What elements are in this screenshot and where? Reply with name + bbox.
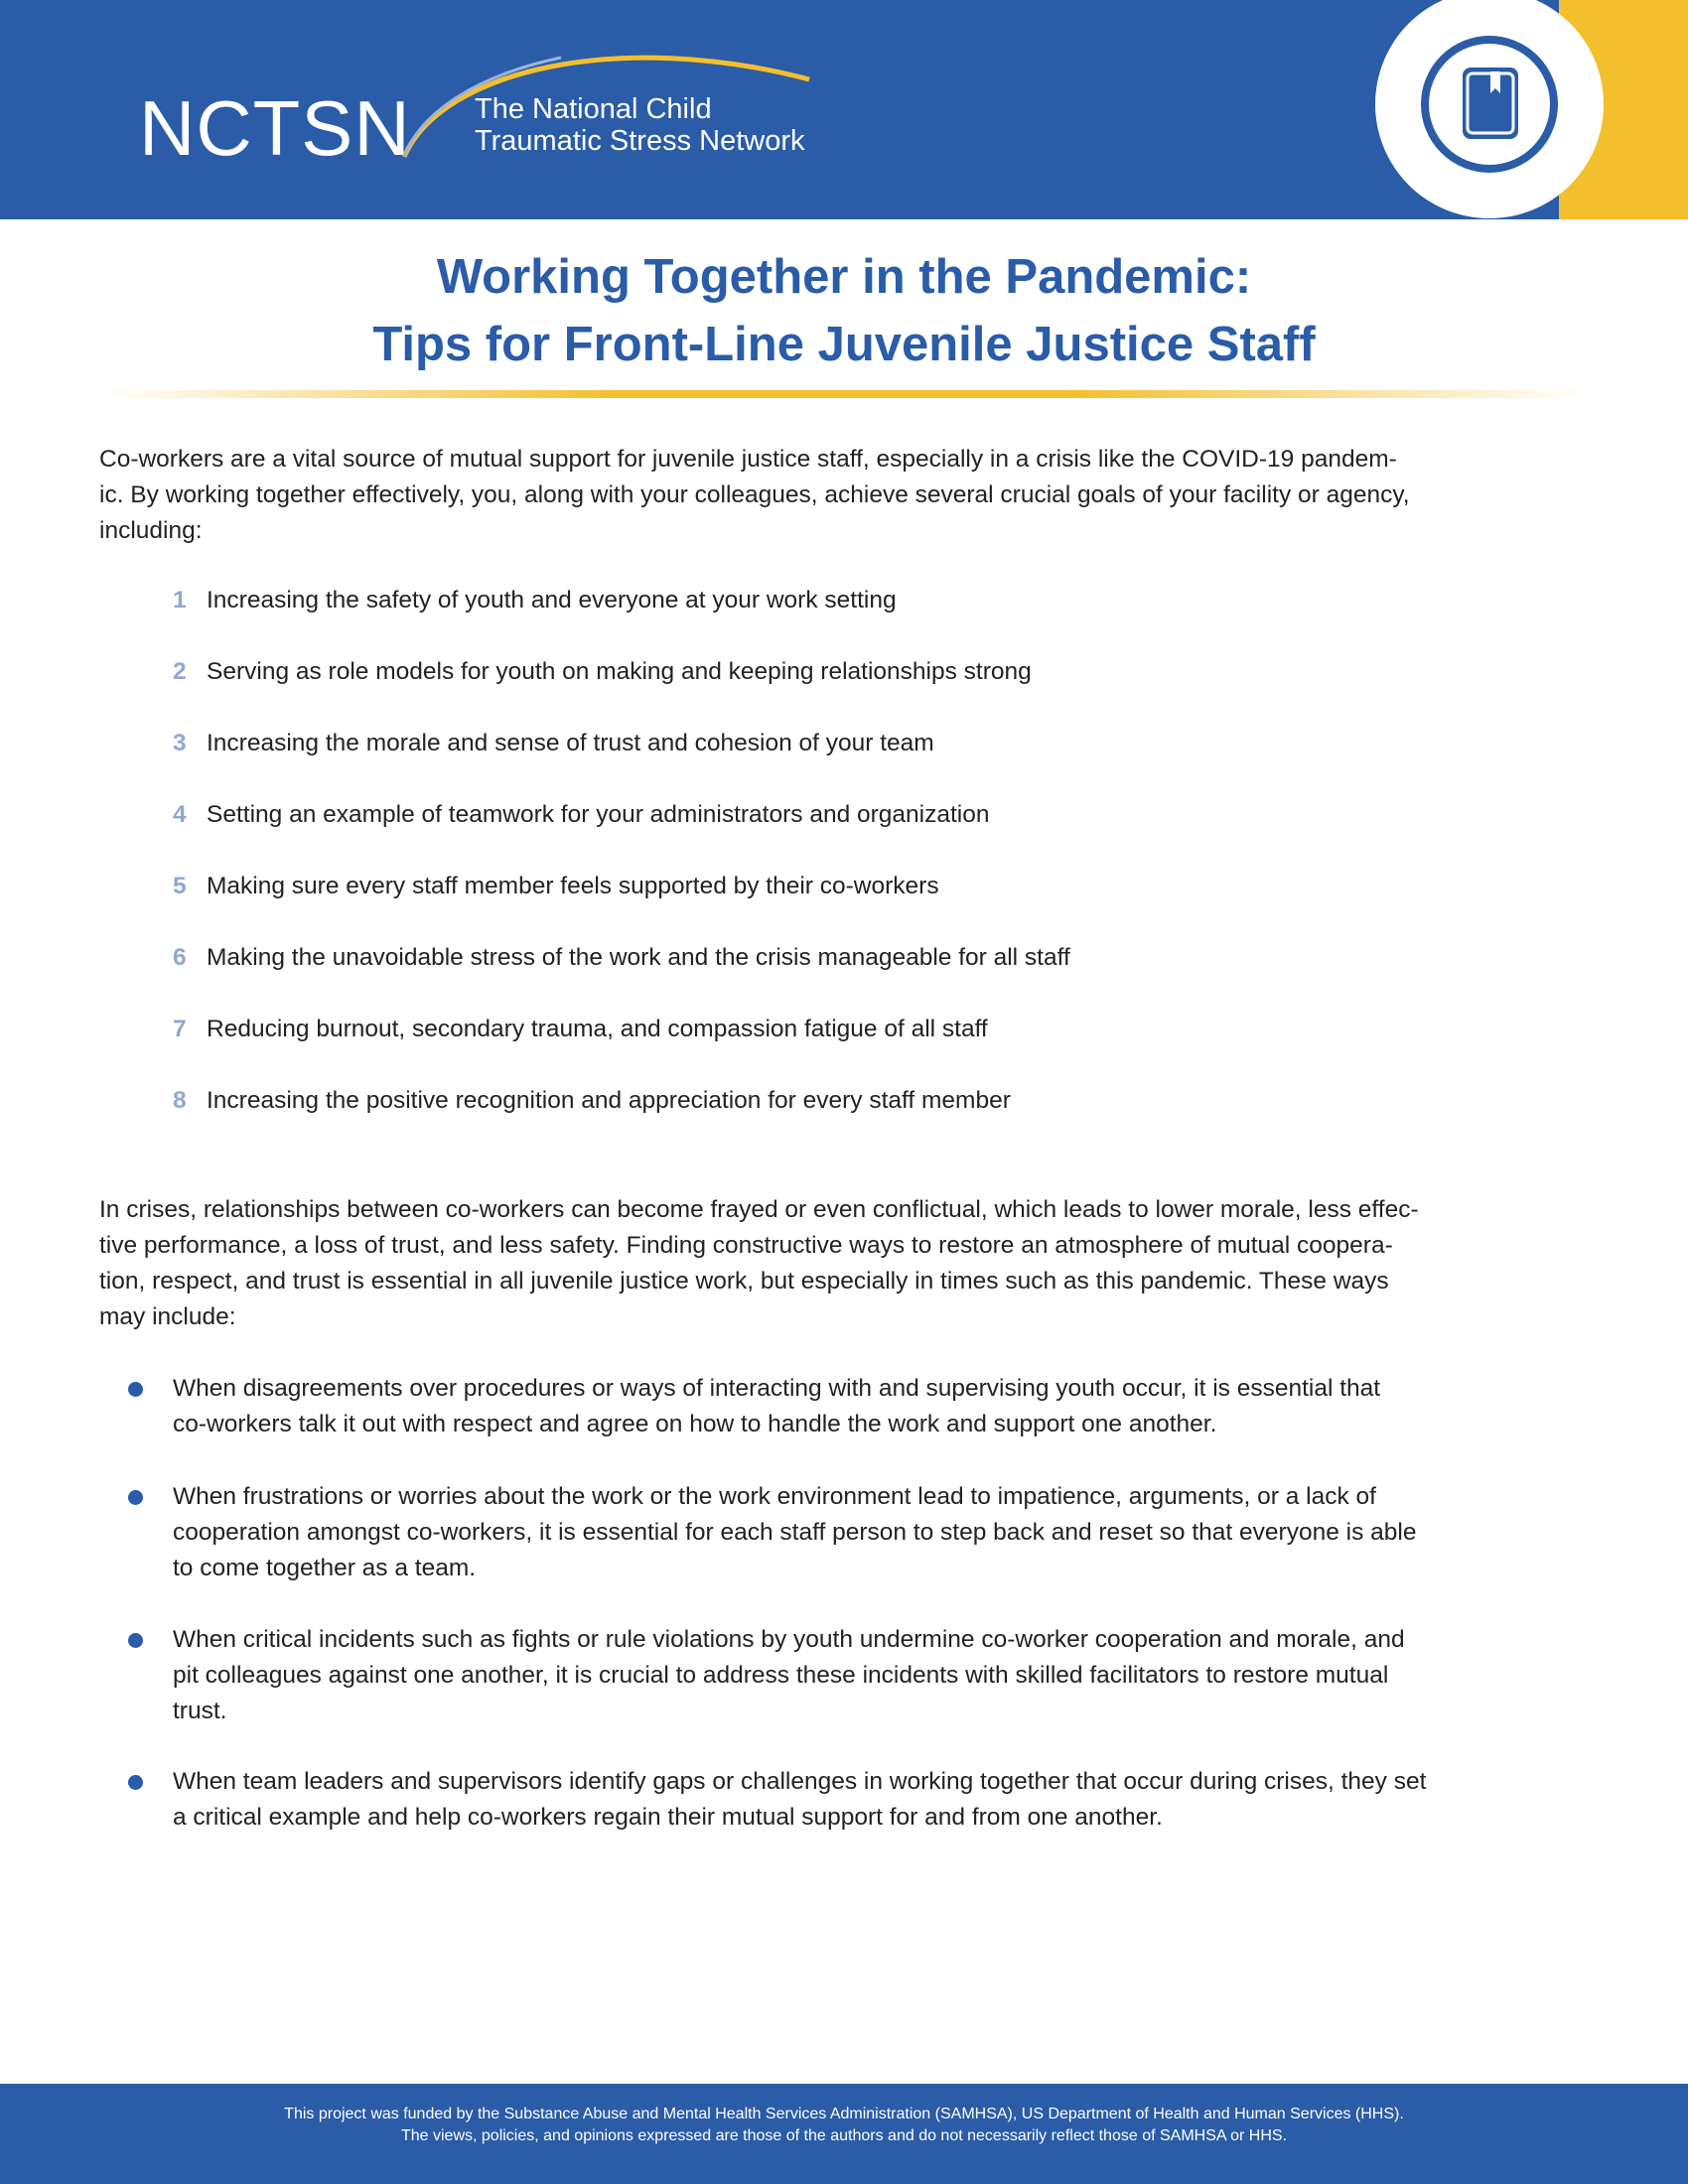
- item-text: Making sure every staff member feels supported by their co-workers: [207, 873, 939, 899]
- item-text: Serving as role models for youth on making and keeping relationships strong: [207, 658, 1032, 685]
- bullet-line: When disagreements over procedures or ways of interacting with and supervising youth occur, it is essential that: [173, 1375, 1381, 1402]
- bullet-dot-icon: [128, 1633, 143, 1648]
- bullet-dot-icon: [128, 1490, 143, 1505]
- list-item: [0, 654, 1589, 690]
- intro-paragraph: [99, 442, 1589, 549]
- bullet-line: a critical example and help co-workers regain their mutual support for and from one another.: [173, 1804, 1163, 1831]
- intro-line: Co-workers are a vital source of mutual support for juvenile justice staff, especially in a crisis like the COVID-19 pandem-: [99, 446, 1397, 473]
- list-item: [0, 869, 1589, 904]
- item-text: Increasing the positive recognition and appreciation for every staff member: [207, 1087, 1011, 1114]
- list-item: [0, 940, 1589, 976]
- title-line1: Working Together in the Pandemic:: [436, 250, 1252, 304]
- title-divider: [99, 390, 1589, 398]
- item-text: Increasing the morale and sense of trust and cohesion of your team: [207, 730, 934, 756]
- bullet-dot-icon: [128, 1382, 143, 1397]
- footer-line: This project was funded by the Substance Abuse and Mental Health Services Administration (SAMHSA), US Department of Health and Human Services (HHS).: [284, 2106, 1404, 2122]
- org-name: [475, 93, 805, 157]
- bullet-line: trust.: [173, 1698, 227, 1724]
- bullet-text: [173, 1622, 1593, 1729]
- bullet-dot-icon: [128, 1775, 143, 1790]
- footer-banner: [0, 2084, 1688, 2184]
- bullet-text: [173, 1479, 1593, 1586]
- crises-line: tive performance, a loss of trust, and less safety. Finding constructive ways to restore an atmosphere of mutual coopera-: [99, 1232, 1393, 1259]
- funding-disclaimer: [0, 2104, 1688, 2147]
- item-number: 7: [173, 1016, 187, 1042]
- item-number: 8: [173, 1087, 187, 1114]
- crises-paragraph: [99, 1192, 1589, 1335]
- item-number: 2: [173, 658, 187, 685]
- bullet-line: When critical incidents such as fights or rule violations by youth undermine co-worker cooperation and morale, and: [173, 1626, 1405, 1653]
- book-icon: [1375, 0, 1604, 218]
- intro-line: including:: [99, 517, 203, 544]
- org-name-line1: The National Child: [475, 93, 712, 125]
- bullet-line: co-workers talk it out with respect and agree on how to handle the work and support one another.: [173, 1411, 1217, 1437]
- item-text: Increasing the safety of youth and everyone at your work setting: [207, 587, 897, 614]
- item-text: Reducing burnout, secondary trauma, and compassion fatigue of all staff: [207, 1016, 988, 1042]
- list-item: [0, 583, 1589, 618]
- page-title: [0, 243, 1688, 378]
- crises-line: tion, respect, and trust is essential in all juvenile justice work, but especially in times such as this pandemic. These ways: [99, 1268, 1389, 1295]
- org-name-line2: Traumatic Stress Network: [475, 125, 805, 157]
- title-line2: Tips for Front-Line Juvenile Justice Staff: [372, 318, 1316, 371]
- item-number: 6: [173, 944, 187, 971]
- bullet-line: cooperation amongst co-workers, it is essential for each staff person to step back and reset so that everyone is able: [173, 1519, 1417, 1546]
- bullet-text: [173, 1371, 1593, 1442]
- item-number: 1: [173, 587, 187, 614]
- bullet-line: When frustrations or worries about the work or the work environment lead to impatience, arguments, or a lack of: [173, 1483, 1376, 1510]
- crises-line: may include:: [99, 1303, 236, 1330]
- bullet-text: [173, 1764, 1593, 1836]
- list-item: [0, 797, 1589, 833]
- header-banner: [0, 0, 1688, 219]
- crises-line: In crises, relationships between co-workers can become frayed or even conflictual, which leads to lower morale, less effec-: [99, 1196, 1419, 1223]
- list-item: [0, 726, 1589, 761]
- intro-line: ic. By working together effectively, you, along with your colleagues, achieve several crucial goals of your facility or agency,: [99, 481, 1410, 508]
- icon-badge: [1375, 0, 1604, 218]
- nctsn-logo: NCTSN: [139, 84, 411, 172]
- item-number: 5: [173, 873, 187, 899]
- bullet-line: pit colleagues against one another, it is crucial to address these incidents with skilled facilitators to restore mutual: [173, 1662, 1389, 1689]
- bullet-line: When team leaders and supervisors identify gaps or challenges in working together that occur during crises, they set: [173, 1768, 1427, 1795]
- item-number: 4: [173, 801, 187, 828]
- footer-line: The views, policies, and opinions expressed are those of the authors and do not necessarily reflect those of SAMHSA or HHS.: [400, 2127, 1288, 2144]
- bullet-line: to come together as a team.: [173, 1555, 477, 1581]
- item-number: 3: [173, 730, 187, 756]
- item-text: Setting an example of teamwork for your administrators and organization: [207, 801, 990, 828]
- list-item: [0, 1012, 1589, 1047]
- list-item: [0, 1083, 1589, 1119]
- item-text: Making the unavoidable stress of the work and the crisis manageable for all staff: [207, 944, 1070, 971]
